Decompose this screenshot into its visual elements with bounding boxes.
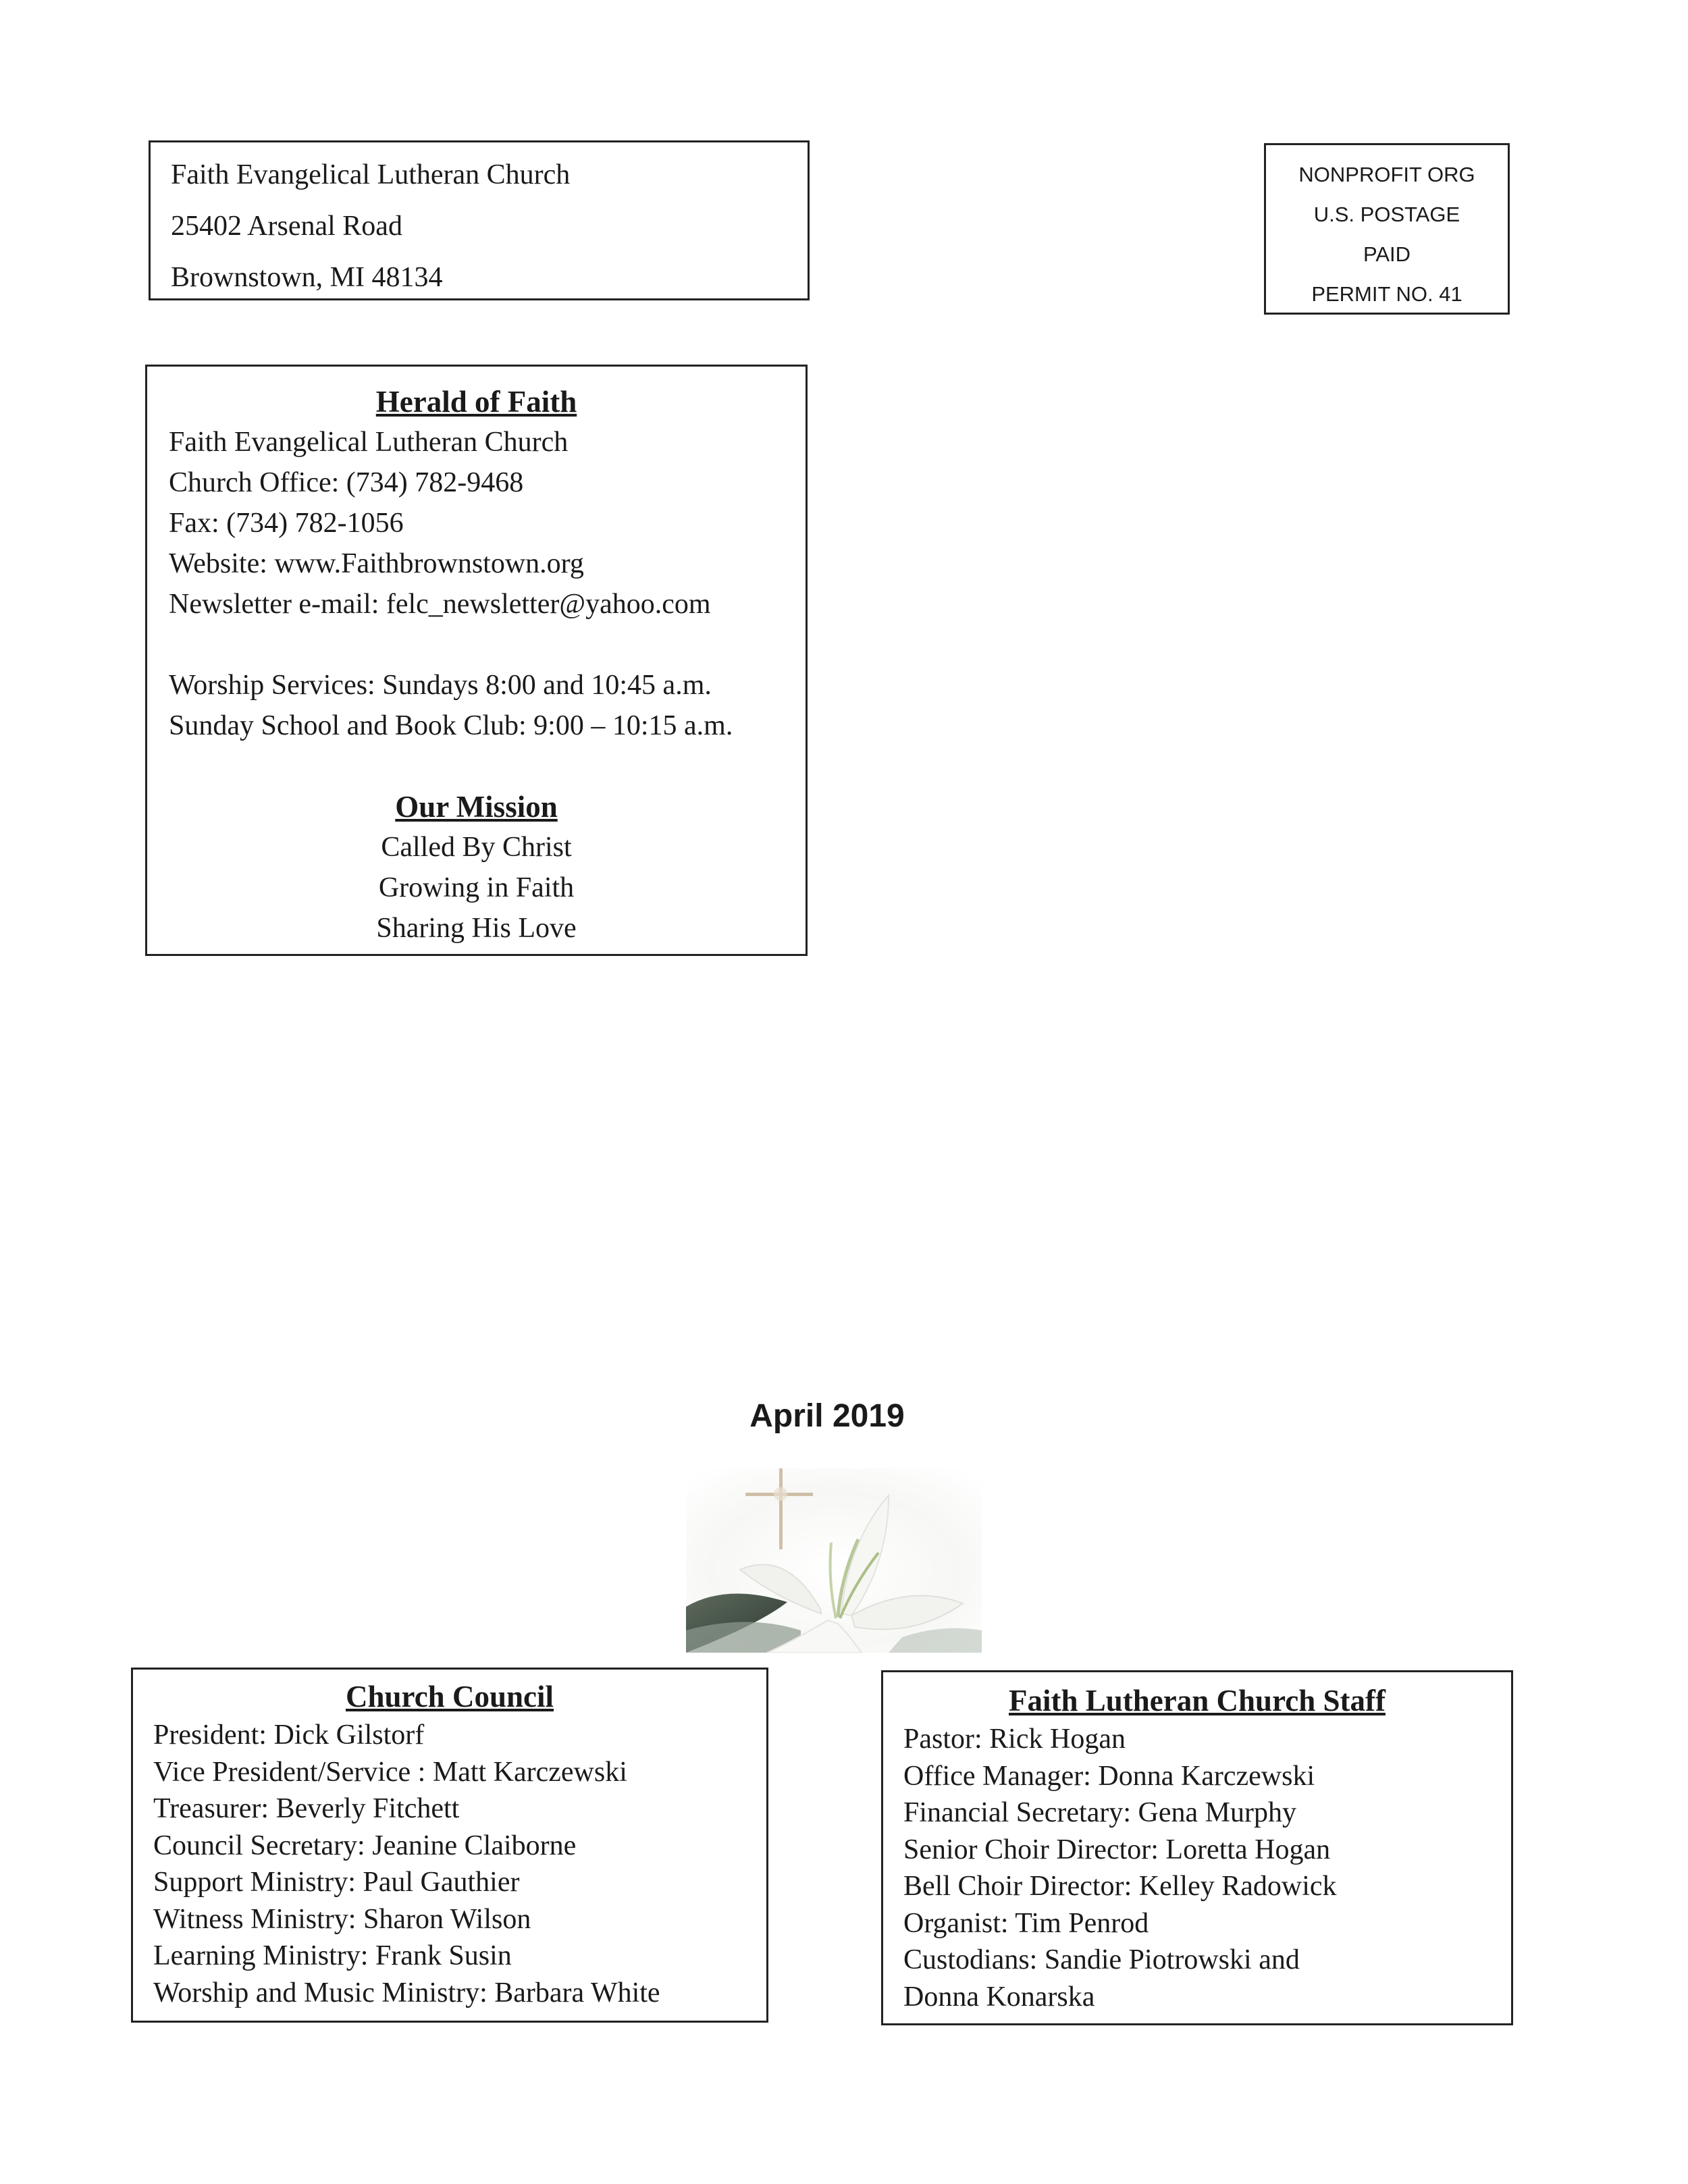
herald-info-line: Fax: (734) 782-1056 — [169, 508, 404, 539]
council-member: Worship and Music Ministry: Barbara White — [153, 1977, 660, 2008]
herald-title: Herald of Faith — [375, 385, 577, 419]
council-member: Support Ministry: Paul Gauthier — [153, 1867, 520, 1898]
staff-title: Faith Lutheran Church Staff — [1009, 1684, 1386, 1717]
mission-line: Sharing His Love — [376, 913, 577, 944]
church-staff-box — [881, 1670, 1513, 2025]
staff-member: Financial Secretary: Gena Murphy — [903, 1797, 1296, 1828]
return-address-line: Faith Evangelical Lutheran Church — [171, 159, 571, 190]
staff-member: Pastor: Rick Hogan — [903, 1724, 1126, 1755]
postage-indicia — [1264, 143, 1510, 315]
postage-line: PERMIT NO. 41 — [1311, 282, 1462, 306]
spacer — [169, 746, 806, 787]
postage-line: PAID — [1363, 242, 1411, 266]
herald-info-box — [145, 365, 808, 956]
council-member: Witness Ministry: Sharon Wilson — [153, 1903, 531, 1935]
mission-line: Growing in Faith — [378, 872, 575, 903]
spacer — [169, 624, 806, 665]
council-member: Treasurer: Beverly Fitchett — [153, 1793, 460, 1824]
service-time-line: Worship Services: Sundays 8:00 and 10:45 a.m. — [169, 670, 712, 701]
staff-member: Donna Konarska — [903, 1981, 1095, 2013]
herald-info-line: Church Office: (734) 782-9468 — [169, 467, 524, 498]
council-member: Vice President/Service : Matt Karczewski — [153, 1756, 627, 1788]
council-member: President: Dick Gilstorf — [153, 1720, 425, 1751]
mission-line: Called By Christ — [381, 832, 572, 863]
return-address-line: Brownstown, MI 48134 — [171, 262, 443, 293]
mission-title: Our Mission — [395, 790, 558, 824]
postage-line: NONPROFIT ORG — [1298, 163, 1475, 186]
herald-website: Website: www.Faithbrownstown.org — [169, 548, 584, 579]
herald-info-line: Faith Evangelical Lutheran Church — [169, 427, 569, 458]
church-council-box — [131, 1668, 768, 2023]
staff-member: Senior Choir Director: Loretta Hogan — [903, 1834, 1331, 1865]
herald-email: Newsletter e-mail: felc_newsletter@yahoo.com — [169, 589, 711, 620]
council-member: Council Secretary: Jeanine Claiborne — [153, 1830, 577, 1861]
staff-member: Office Manager: Donna Karczewski — [903, 1760, 1315, 1792]
service-time-line: Sunday School and Book Club: 9:00 – 10:15 a.m. — [169, 710, 733, 741]
issue-date: April 2019 — [749, 1398, 905, 1434]
council-title: Church Council — [346, 1680, 554, 1713]
staff-member: Bell Choir Director: Kelley Radowick — [903, 1871, 1337, 1902]
return-address-line: 25402 Arsenal Road — [171, 211, 402, 242]
council-member: Learning Ministry: Frank Susin — [153, 1940, 512, 1971]
return-address-box — [149, 140, 810, 300]
staff-member: Organist: Tim Penrod — [903, 1907, 1149, 1939]
lily-cross-image — [686, 1468, 982, 1653]
postage-line: U.S. POSTAGE — [1313, 203, 1460, 226]
staff-member: Custodians: Sandie Piotrowski and — [903, 1944, 1300, 1975]
